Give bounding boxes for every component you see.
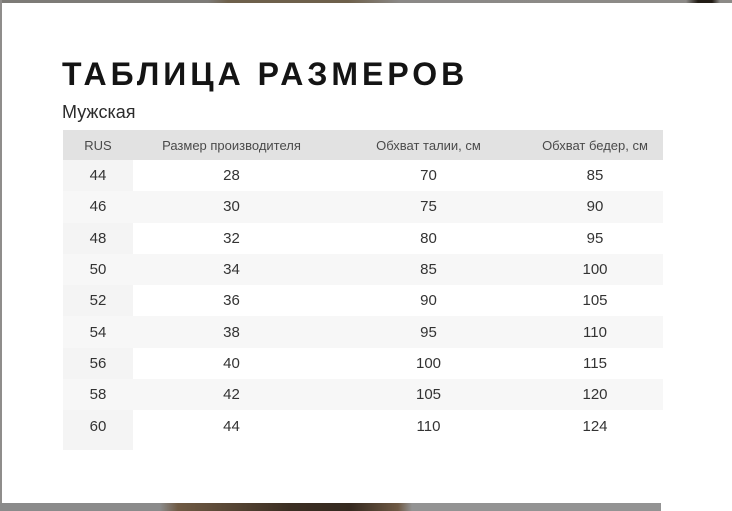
measurement-cell: 95 xyxy=(330,316,527,347)
measurement-cell: 36 xyxy=(133,285,330,316)
measurement-cell: 30 xyxy=(133,191,330,222)
measurement-cell: 95 xyxy=(527,223,663,254)
first-column-tail xyxy=(63,441,133,450)
measurement-cell: 110 xyxy=(330,410,527,441)
table-row xyxy=(63,410,663,441)
measurement-cell: 38 xyxy=(133,316,330,347)
table-header xyxy=(63,130,663,160)
table-row xyxy=(63,348,663,379)
rus-size-cell: 54 xyxy=(63,316,133,347)
table-row xyxy=(63,285,663,316)
table-row xyxy=(63,160,663,191)
rus-size-cell: 48 xyxy=(63,223,133,254)
header-cell-manufacturer-size: Размер производителя xyxy=(133,130,330,160)
measurement-cell: 100 xyxy=(527,254,663,285)
top-photo-edge xyxy=(0,0,732,3)
measurement-cell: 105 xyxy=(527,285,663,316)
measurement-cell: 90 xyxy=(527,191,663,222)
rus-size-cell: 52 xyxy=(63,285,133,316)
rus-size-cell: 60 xyxy=(63,410,133,441)
measurement-cell: 85 xyxy=(330,254,527,285)
measurement-cell: 105 xyxy=(330,379,527,410)
measurement-cell: 115 xyxy=(527,348,663,379)
measurement-cell: 124 xyxy=(527,410,663,441)
table-row xyxy=(63,254,663,285)
measurement-cell: 28 xyxy=(133,160,330,191)
measurement-cell: 75 xyxy=(330,191,527,222)
table-body xyxy=(63,160,663,442)
bottom-photo-edge xyxy=(0,503,661,511)
measurement-cell: 120 xyxy=(527,379,663,410)
page-subtitle: Мужская xyxy=(62,102,136,122)
rus-size-cell: 44 xyxy=(63,160,133,191)
size-table xyxy=(63,130,663,442)
measurement-cell: 90 xyxy=(330,285,527,316)
table-row xyxy=(63,223,663,254)
rus-size-cell: 58 xyxy=(63,379,133,410)
measurement-cell: 85 xyxy=(527,160,663,191)
rus-size-cell: 46 xyxy=(63,191,133,222)
header-cell-waist: Обхват талии, см xyxy=(330,130,527,160)
measurement-cell: 44 xyxy=(133,410,330,441)
measurement-cell: 42 xyxy=(133,379,330,410)
page-title: ТАБЛИЦА РАЗМЕРОВ xyxy=(62,56,469,92)
measurement-cell: 110 xyxy=(527,316,663,347)
table-row xyxy=(63,191,663,222)
header-row xyxy=(63,130,663,160)
rus-size-cell: 50 xyxy=(63,254,133,285)
measurement-cell: 34 xyxy=(133,254,330,285)
measurement-cell: 80 xyxy=(330,223,527,254)
header-cell-rus: RUS xyxy=(63,130,133,160)
measurement-cell: 100 xyxy=(330,348,527,379)
measurement-cell: 70 xyxy=(330,160,527,191)
header-cell-hips: Обхват бедер, см xyxy=(527,130,663,160)
rus-size-cell: 56 xyxy=(63,348,133,379)
measurement-cell: 40 xyxy=(133,348,330,379)
table-row xyxy=(63,316,663,347)
measurement-cell: 32 xyxy=(133,223,330,254)
table-row xyxy=(63,379,663,410)
left-frame-border xyxy=(0,0,2,511)
